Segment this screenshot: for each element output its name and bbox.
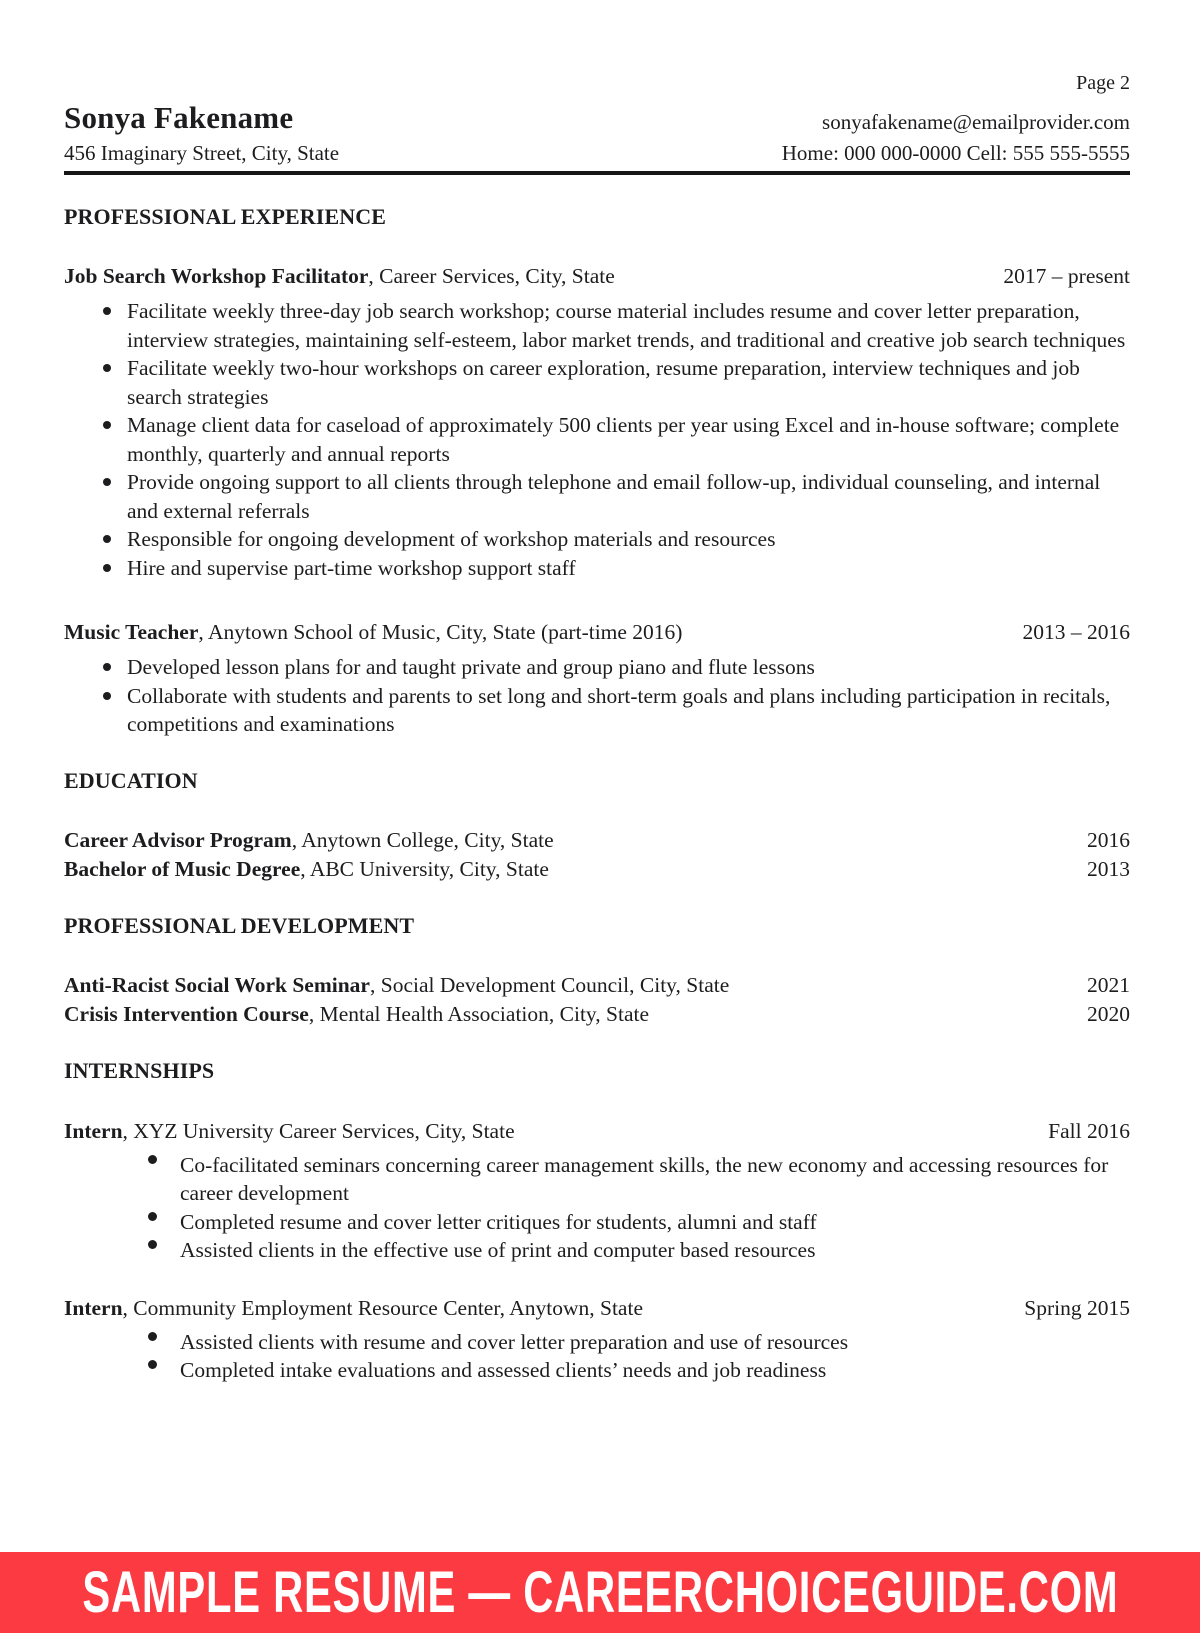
- entry-subtitle: , Career Services, City, State: [368, 264, 615, 288]
- entry-header-intern-community: [64, 1296, 1130, 1320]
- section-title-education: EDUCATION: [64, 767, 198, 793]
- entry-title: Intern: [64, 1295, 123, 1320]
- professional-development-rows: [64, 971, 1130, 1029]
- entry-date: Fall 2016: [1048, 1118, 1130, 1143]
- education-rows: [64, 826, 1130, 884]
- entry-title: Music Teacher: [64, 620, 199, 644]
- entry-title: Job Search Workshop Facilitator: [64, 264, 369, 288]
- entry-subtitle: , XYZ University Career Services, City, State: [122, 1118, 515, 1143]
- entry-title-line: [64, 264, 615, 288]
- bullet-item: Collaborate with students and parents to set long and short-term goals and plans including participation in recitals, competitions and examinations: [127, 682, 1130, 739]
- entry-title-line: [64, 1296, 643, 1320]
- entry-subtitle: , Community Employment Resource Center, Anytown, State: [122, 1295, 643, 1320]
- bullet-item: Hire and supervise part-time workshop support staff: [127, 554, 1130, 583]
- entry-title: Anti-Racist Social Work Seminar: [64, 972, 370, 997]
- entry-header-job-search-facilitator: [64, 264, 1130, 288]
- bullet-item: Manage client data for caseload of approximately 500 clients per year using Excel and in-house software; complete monthly, quarterly and annual reports: [127, 411, 1130, 468]
- bullet-item: Developed lesson plans for and taught private and group piano and flute lessons: [127, 653, 1130, 682]
- bullet-item: Responsible for ongoing development of workshop materials and resources: [127, 525, 1130, 554]
- section-title-professional-development: PROFESSIONAL DEVELOPMENT: [64, 912, 415, 938]
- bullet-list: [64, 653, 1130, 739]
- page-number: Page 2: [1076, 72, 1130, 94]
- email-text: sonyafakename@emailprovider.com: [822, 110, 1130, 134]
- entry-date: 2013: [1087, 856, 1130, 881]
- entry-date: Spring 2015: [1024, 1295, 1130, 1320]
- footer-banner: [0, 1552, 1200, 1633]
- bullet-item: Completed intake evaluations and assessed clients’ needs and job readiness: [180, 1356, 1116, 1385]
- entry-date: 2013 – 2016: [1022, 620, 1130, 644]
- entry-subtitle: , Social Development Council, City, State: [369, 972, 730, 997]
- bullet-list: [64, 297, 1130, 582]
- entry-title: Crisis Intervention Course: [64, 1001, 309, 1026]
- entry-title-line: [64, 1119, 515, 1143]
- entry-subtitle: , Anytown College, City, State: [291, 827, 554, 852]
- entry-title-line: [64, 1000, 649, 1029]
- entry-title: Intern: [64, 1118, 123, 1143]
- entry-subtitle: , Anytown School of Music, City, State (part-time 2016): [198, 620, 683, 644]
- section-title-professional-experience: PROFESSIONAL EXPERIENCE: [64, 204, 386, 229]
- entry-header-intern-xyz: [64, 1119, 1130, 1143]
- candidate-name: Sonya Fakename: [64, 100, 294, 135]
- entry-header-career-advisor-program: [64, 826, 1130, 855]
- entry-subtitle: , ABC University, City, State: [300, 856, 549, 881]
- entry-date: 2020: [1087, 1001, 1130, 1026]
- section-title-internships: INTERNSHIPS: [64, 1057, 215, 1083]
- bullet-item: Facilitate weekly two-hour workshops on career exploration, resume preparation, interview techniques and job search strategies: [127, 354, 1130, 411]
- bullet-item: Assisted clients in the effective use of print and computer based resources: [180, 1236, 1116, 1265]
- entry-header-anti-racist-seminar: [64, 971, 1130, 1000]
- bullet-item: Provide ongoing support to all clients through telephone and email follow-up, individual counseling, and internal and external referrals: [127, 468, 1130, 525]
- entry-header-bachelor-of-music: [64, 855, 1130, 884]
- bullet-item: Assisted clients with resume and cover letter preparation and use of resources: [180, 1328, 1116, 1357]
- bullet-item: Facilitate weekly three-day job search workshop; course material includes resume and cover letter preparation, interview strategies, maintaining self-esteem, labor market trends, and traditional and creative job search techniques: [127, 297, 1130, 354]
- bullet-list: [64, 1151, 1116, 1265]
- address-text: 456 Imaginary Street, City, State: [64, 141, 340, 165]
- entry-title-line: [64, 826, 554, 855]
- header-row-contact: [64, 143, 1130, 164]
- bullet-item: Co-facilitated seminars concerning career management skills, the new economy and accessing resources for career development: [180, 1151, 1116, 1208]
- entry-header-crisis-intervention: [64, 1000, 1130, 1029]
- bullet-item: Completed resume and cover letter critiques for students, alumni and staff: [180, 1208, 1116, 1237]
- entry-date: 2016: [1087, 827, 1130, 852]
- footer-watermark-text: SAMPLE RESUME — CAREERCHOICEGUIDE.COM: [82, 1559, 1118, 1625]
- entry-date: 2017 – present: [1003, 264, 1130, 288]
- entry-title: Career Advisor Program: [64, 827, 292, 852]
- entry-title: Bachelor of Music Degree: [64, 856, 301, 881]
- entry-title-line: [64, 620, 682, 644]
- entry-title-line: [64, 971, 729, 1000]
- entry-subtitle: , Mental Health Association, City, State: [308, 1001, 650, 1026]
- entry-title-line: [64, 855, 549, 884]
- header-divider: [64, 171, 1130, 175]
- entry-header-music-teacher: [64, 620, 1130, 644]
- phone-text: Home: 000 000-0000 Cell: 555 555-5555: [781, 141, 1130, 165]
- bullet-list: [64, 1328, 1116, 1385]
- header-row-name: [64, 100, 1130, 135]
- entry-date: 2021: [1087, 972, 1130, 997]
